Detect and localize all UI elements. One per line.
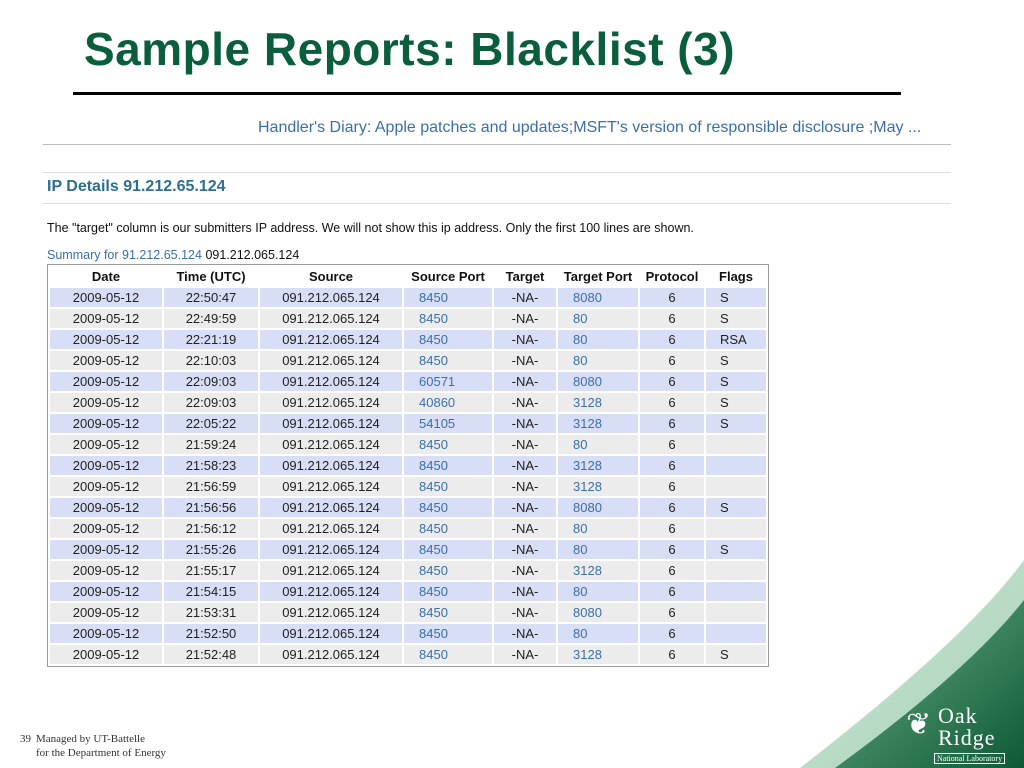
cell-flags: S — [706, 540, 766, 559]
divider — [43, 144, 951, 145]
cell-protocol: 6 — [640, 582, 704, 601]
cell-source: 091.212.065.124 — [260, 561, 402, 580]
column-header-time[interactable]: Time (UTC) — [164, 267, 258, 286]
cell-target: -NA- — [494, 435, 556, 454]
title-underline — [73, 92, 901, 95]
cell-protocol: 6 — [640, 372, 704, 391]
cell-flags: S — [706, 393, 766, 412]
column-header-flags[interactable]: Flags — [706, 267, 766, 286]
cell-source-port[interactable]: 8450 — [404, 645, 492, 664]
summary-line — [47, 248, 299, 262]
cell-target: -NA- — [494, 288, 556, 307]
cell-target-port[interactable]: 8080 — [558, 372, 638, 391]
cell-source: 091.212.065.124 — [260, 414, 402, 433]
cell-protocol: 6 — [640, 309, 704, 328]
cell-protocol: 6 — [640, 519, 704, 538]
table-row — [50, 414, 766, 433]
cell-time: 21:52:50 — [164, 624, 258, 643]
cell-source-port[interactable]: 8450 — [404, 603, 492, 622]
cell-target: -NA- — [494, 477, 556, 496]
cell-target-port[interactable]: 80 — [558, 435, 638, 454]
cell-target-port[interactable]: 3128 — [558, 477, 638, 496]
cell-target: -NA- — [494, 582, 556, 601]
cell-target: -NA- — [494, 330, 556, 349]
table-row — [50, 498, 766, 517]
cell-source: 091.212.065.124 — [260, 351, 402, 370]
cell-source: 091.212.065.124 — [260, 624, 402, 643]
slide-title: Sample Reports: Blacklist (3) — [84, 23, 736, 75]
cell-time: 21:56:59 — [164, 477, 258, 496]
cell-source-port[interactable]: 8450 — [404, 540, 492, 559]
table-row — [50, 561, 766, 580]
cell-source-port[interactable]: 40860 — [404, 393, 492, 412]
table-body — [50, 288, 766, 664]
cell-date: 2009-05-12 — [50, 435, 162, 454]
cell-target: -NA- — [494, 519, 556, 538]
logo-text-ridge: Ridge — [938, 725, 996, 750]
cell-target-port[interactable]: 8080 — [558, 288, 638, 307]
cell-target-port[interactable]: 80 — [558, 540, 638, 559]
ip-details-heading: IP Details 91.212.65.124 — [47, 178, 226, 195]
cell-time: 21:59:24 — [164, 435, 258, 454]
cell-target-port[interactable]: 3128 — [558, 414, 638, 433]
cell-source: 091.212.065.124 — [260, 393, 402, 412]
cell-date: 2009-05-12 — [50, 519, 162, 538]
cell-protocol: 6 — [640, 624, 704, 643]
cell-target: -NA- — [494, 456, 556, 475]
column-header-target[interactable]: Target — [494, 267, 556, 286]
cell-date: 2009-05-12 — [50, 603, 162, 622]
cell-target: -NA- — [494, 645, 556, 664]
cell-target: -NA- — [494, 603, 556, 622]
cell-target-port[interactable]: 80 — [558, 582, 638, 601]
cell-target-port[interactable]: 8080 — [558, 603, 638, 622]
cell-source: 091.212.065.124 — [260, 435, 402, 454]
summary-ip: 091.212.065.124 — [205, 248, 300, 262]
cell-flags — [706, 582, 766, 601]
cell-date: 2009-05-12 — [50, 477, 162, 496]
column-header-source-port[interactable]: Source Port — [404, 267, 492, 286]
cell-target: -NA- — [494, 561, 556, 580]
cell-source-port[interactable]: 8450 — [404, 330, 492, 349]
column-header-date[interactable]: Date — [50, 267, 162, 286]
table-row — [50, 582, 766, 601]
cell-flags: S — [706, 498, 766, 517]
cell-date: 2009-05-12 — [50, 351, 162, 370]
cell-protocol: 6 — [640, 351, 704, 370]
cell-flags: S — [706, 372, 766, 391]
cell-time: 21:56:56 — [164, 498, 258, 517]
cell-target: -NA- — [494, 393, 556, 412]
cell-protocol: 6 — [640, 435, 704, 454]
cell-target-port[interactable]: 80 — [558, 309, 638, 328]
cell-target: -NA- — [494, 414, 556, 433]
cell-target-port[interactable]: 3128 — [558, 393, 638, 412]
cell-source: 091.212.065.124 — [260, 309, 402, 328]
table-header-row — [50, 267, 766, 286]
cell-time: 22:21:19 — [164, 330, 258, 349]
cell-time: 21:52:48 — [164, 645, 258, 664]
page-number: 39 — [20, 733, 31, 745]
column-header-protocol[interactable]: Protocol — [640, 267, 704, 286]
cell-source-port[interactable]: 8450 — [404, 435, 492, 454]
table-row — [50, 330, 766, 349]
cell-protocol: 6 — [640, 414, 704, 433]
logo-text-national-laboratory: National Laboratory — [934, 753, 1005, 764]
cell-protocol: 6 — [640, 330, 704, 349]
cell-time: 21:54:15 — [164, 582, 258, 601]
cell-target-port[interactable]: 3128 — [558, 561, 638, 580]
cell-flags: S — [706, 351, 766, 370]
cell-source-port[interactable]: 8450 — [404, 498, 492, 517]
cell-date: 2009-05-12 — [50, 330, 162, 349]
cell-source-port[interactable]: 8450 — [404, 456, 492, 475]
table-row — [50, 288, 766, 307]
cell-target-port[interactable]: 80 — [558, 330, 638, 349]
cell-protocol: 6 — [640, 477, 704, 496]
slide-footer — [20, 732, 166, 760]
cell-protocol: 6 — [640, 645, 704, 664]
cell-date: 2009-05-12 — [50, 288, 162, 307]
cell-source-port[interactable]: 8450 — [404, 351, 492, 370]
cell-date: 2009-05-12 — [50, 645, 162, 664]
cell-target: -NA- — [494, 498, 556, 517]
table-row — [50, 603, 766, 622]
cell-source-port[interactable]: 54105 — [404, 414, 492, 433]
cell-target: -NA- — [494, 540, 556, 559]
cell-flags: S — [706, 414, 766, 433]
cell-source: 091.212.065.124 — [260, 603, 402, 622]
cell-flags — [706, 477, 766, 496]
cell-source: 091.212.065.124 — [260, 477, 402, 496]
cell-source: 091.212.065.124 — [260, 540, 402, 559]
cell-time: 21:55:17 — [164, 561, 258, 580]
cell-source: 091.212.065.124 — [260, 288, 402, 307]
cell-source: 091.212.065.124 — [260, 372, 402, 391]
cell-target-port[interactable]: 80 — [558, 519, 638, 538]
cell-flags — [706, 435, 766, 454]
cell-flags: S — [706, 288, 766, 307]
footer-line-2: for the Department of Energy — [36, 747, 166, 759]
cell-source-port[interactable]: 8450 — [404, 288, 492, 307]
table-row — [50, 624, 766, 643]
cell-target-port[interactable]: 8080 — [558, 498, 638, 517]
cell-time: 22:09:03 — [164, 372, 258, 391]
cell-protocol: 6 — [640, 540, 704, 559]
table-row — [50, 309, 766, 328]
footer-line-1: Managed by UT-Battelle — [36, 733, 145, 745]
cell-target: -NA- — [494, 372, 556, 391]
cell-source: 091.212.065.124 — [260, 498, 402, 517]
cell-source-port[interactable]: 60571 — [404, 372, 492, 391]
cell-time: 21:55:26 — [164, 540, 258, 559]
leaf-icon: ❦ — [906, 708, 932, 741]
table-row — [50, 393, 766, 412]
cell-time: 21:53:31 — [164, 603, 258, 622]
cell-flags — [706, 519, 766, 538]
cell-date: 2009-05-12 — [50, 456, 162, 475]
cell-date: 2009-05-12 — [50, 393, 162, 412]
cell-source: 091.212.065.124 — [260, 645, 402, 664]
cell-date: 2009-05-12 — [50, 561, 162, 580]
cell-flags — [706, 561, 766, 580]
table-row — [50, 540, 766, 559]
cell-protocol: 6 — [640, 456, 704, 475]
cell-protocol: 6 — [640, 603, 704, 622]
cell-date: 2009-05-12 — [50, 582, 162, 601]
cell-date: 2009-05-12 — [50, 414, 162, 433]
cell-protocol: 6 — [640, 288, 704, 307]
logo-text-oak: Oak — [938, 703, 978, 728]
cell-date: 2009-05-12 — [50, 540, 162, 559]
cell-time: 22:49:59 — [164, 309, 258, 328]
cell-time: 22:05:22 — [164, 414, 258, 433]
table-row — [50, 645, 766, 664]
table-row — [50, 351, 766, 370]
cell-date: 2009-05-12 — [50, 498, 162, 517]
cell-flags — [706, 603, 766, 622]
cell-protocol: 6 — [640, 393, 704, 412]
cell-flags — [706, 624, 766, 643]
cell-protocol: 6 — [640, 561, 704, 580]
handler-diary-link[interactable]: Handler's Diary: Apple patches and updates;MSFT's version of responsible disclosure ;May ... — [258, 119, 922, 136]
cell-target: -NA- — [494, 351, 556, 370]
cell-time: 22:10:03 — [164, 351, 258, 370]
cell-target-port[interactable]: 80 — [558, 624, 638, 643]
cell-source: 091.212.065.124 — [260, 519, 402, 538]
cell-source-port[interactable]: 8450 — [404, 519, 492, 538]
table-row — [50, 519, 766, 538]
cell-target-port[interactable]: 80 — [558, 351, 638, 370]
cell-target: -NA- — [494, 624, 556, 643]
column-header-target-port[interactable]: Target Port — [558, 267, 638, 286]
blacklist-table — [47, 264, 769, 667]
table-row — [50, 456, 766, 475]
cell-time: 22:09:03 — [164, 393, 258, 412]
cell-protocol: 6 — [640, 498, 704, 517]
summary-link[interactable]: Summary for 91.212.65.124 — [47, 248, 202, 262]
column-header-source[interactable]: Source — [260, 267, 402, 286]
cell-source-port[interactable]: 8450 — [404, 624, 492, 643]
table-row — [50, 372, 766, 391]
report-note: The "target" column is our submitters IP address. We will not show this ip address. Only the first 100 lines are shown. — [47, 221, 694, 235]
cell-date: 2009-05-12 — [50, 624, 162, 643]
cell-flags: S — [706, 309, 766, 328]
cell-target-port[interactable]: 3128 — [558, 645, 638, 664]
cell-flags: S — [706, 645, 766, 664]
divider — [43, 172, 951, 173]
divider — [43, 203, 951, 204]
cell-source-port[interactable]: 8450 — [404, 582, 492, 601]
cell-source-port[interactable]: 8450 — [404, 309, 492, 328]
cell-target: -NA- — [494, 309, 556, 328]
cell-flags — [706, 456, 766, 475]
cell-flags: RSA — [706, 330, 766, 349]
cell-date: 2009-05-12 — [50, 372, 162, 391]
cell-time: 22:50:47 — [164, 288, 258, 307]
cell-time: 21:56:12 — [164, 519, 258, 538]
cell-source: 091.212.065.124 — [260, 582, 402, 601]
cell-source: 091.212.065.124 — [260, 330, 402, 349]
cell-source: 091.212.065.124 — [260, 456, 402, 475]
table-row — [50, 435, 766, 454]
cell-date: 2009-05-12 — [50, 309, 162, 328]
cell-source-port[interactable]: 8450 — [404, 477, 492, 496]
table-row — [50, 477, 766, 496]
cell-source-port[interactable]: 8450 — [404, 561, 492, 580]
cell-target-port[interactable]: 3128 — [558, 456, 638, 475]
cell-time: 21:58:23 — [164, 456, 258, 475]
